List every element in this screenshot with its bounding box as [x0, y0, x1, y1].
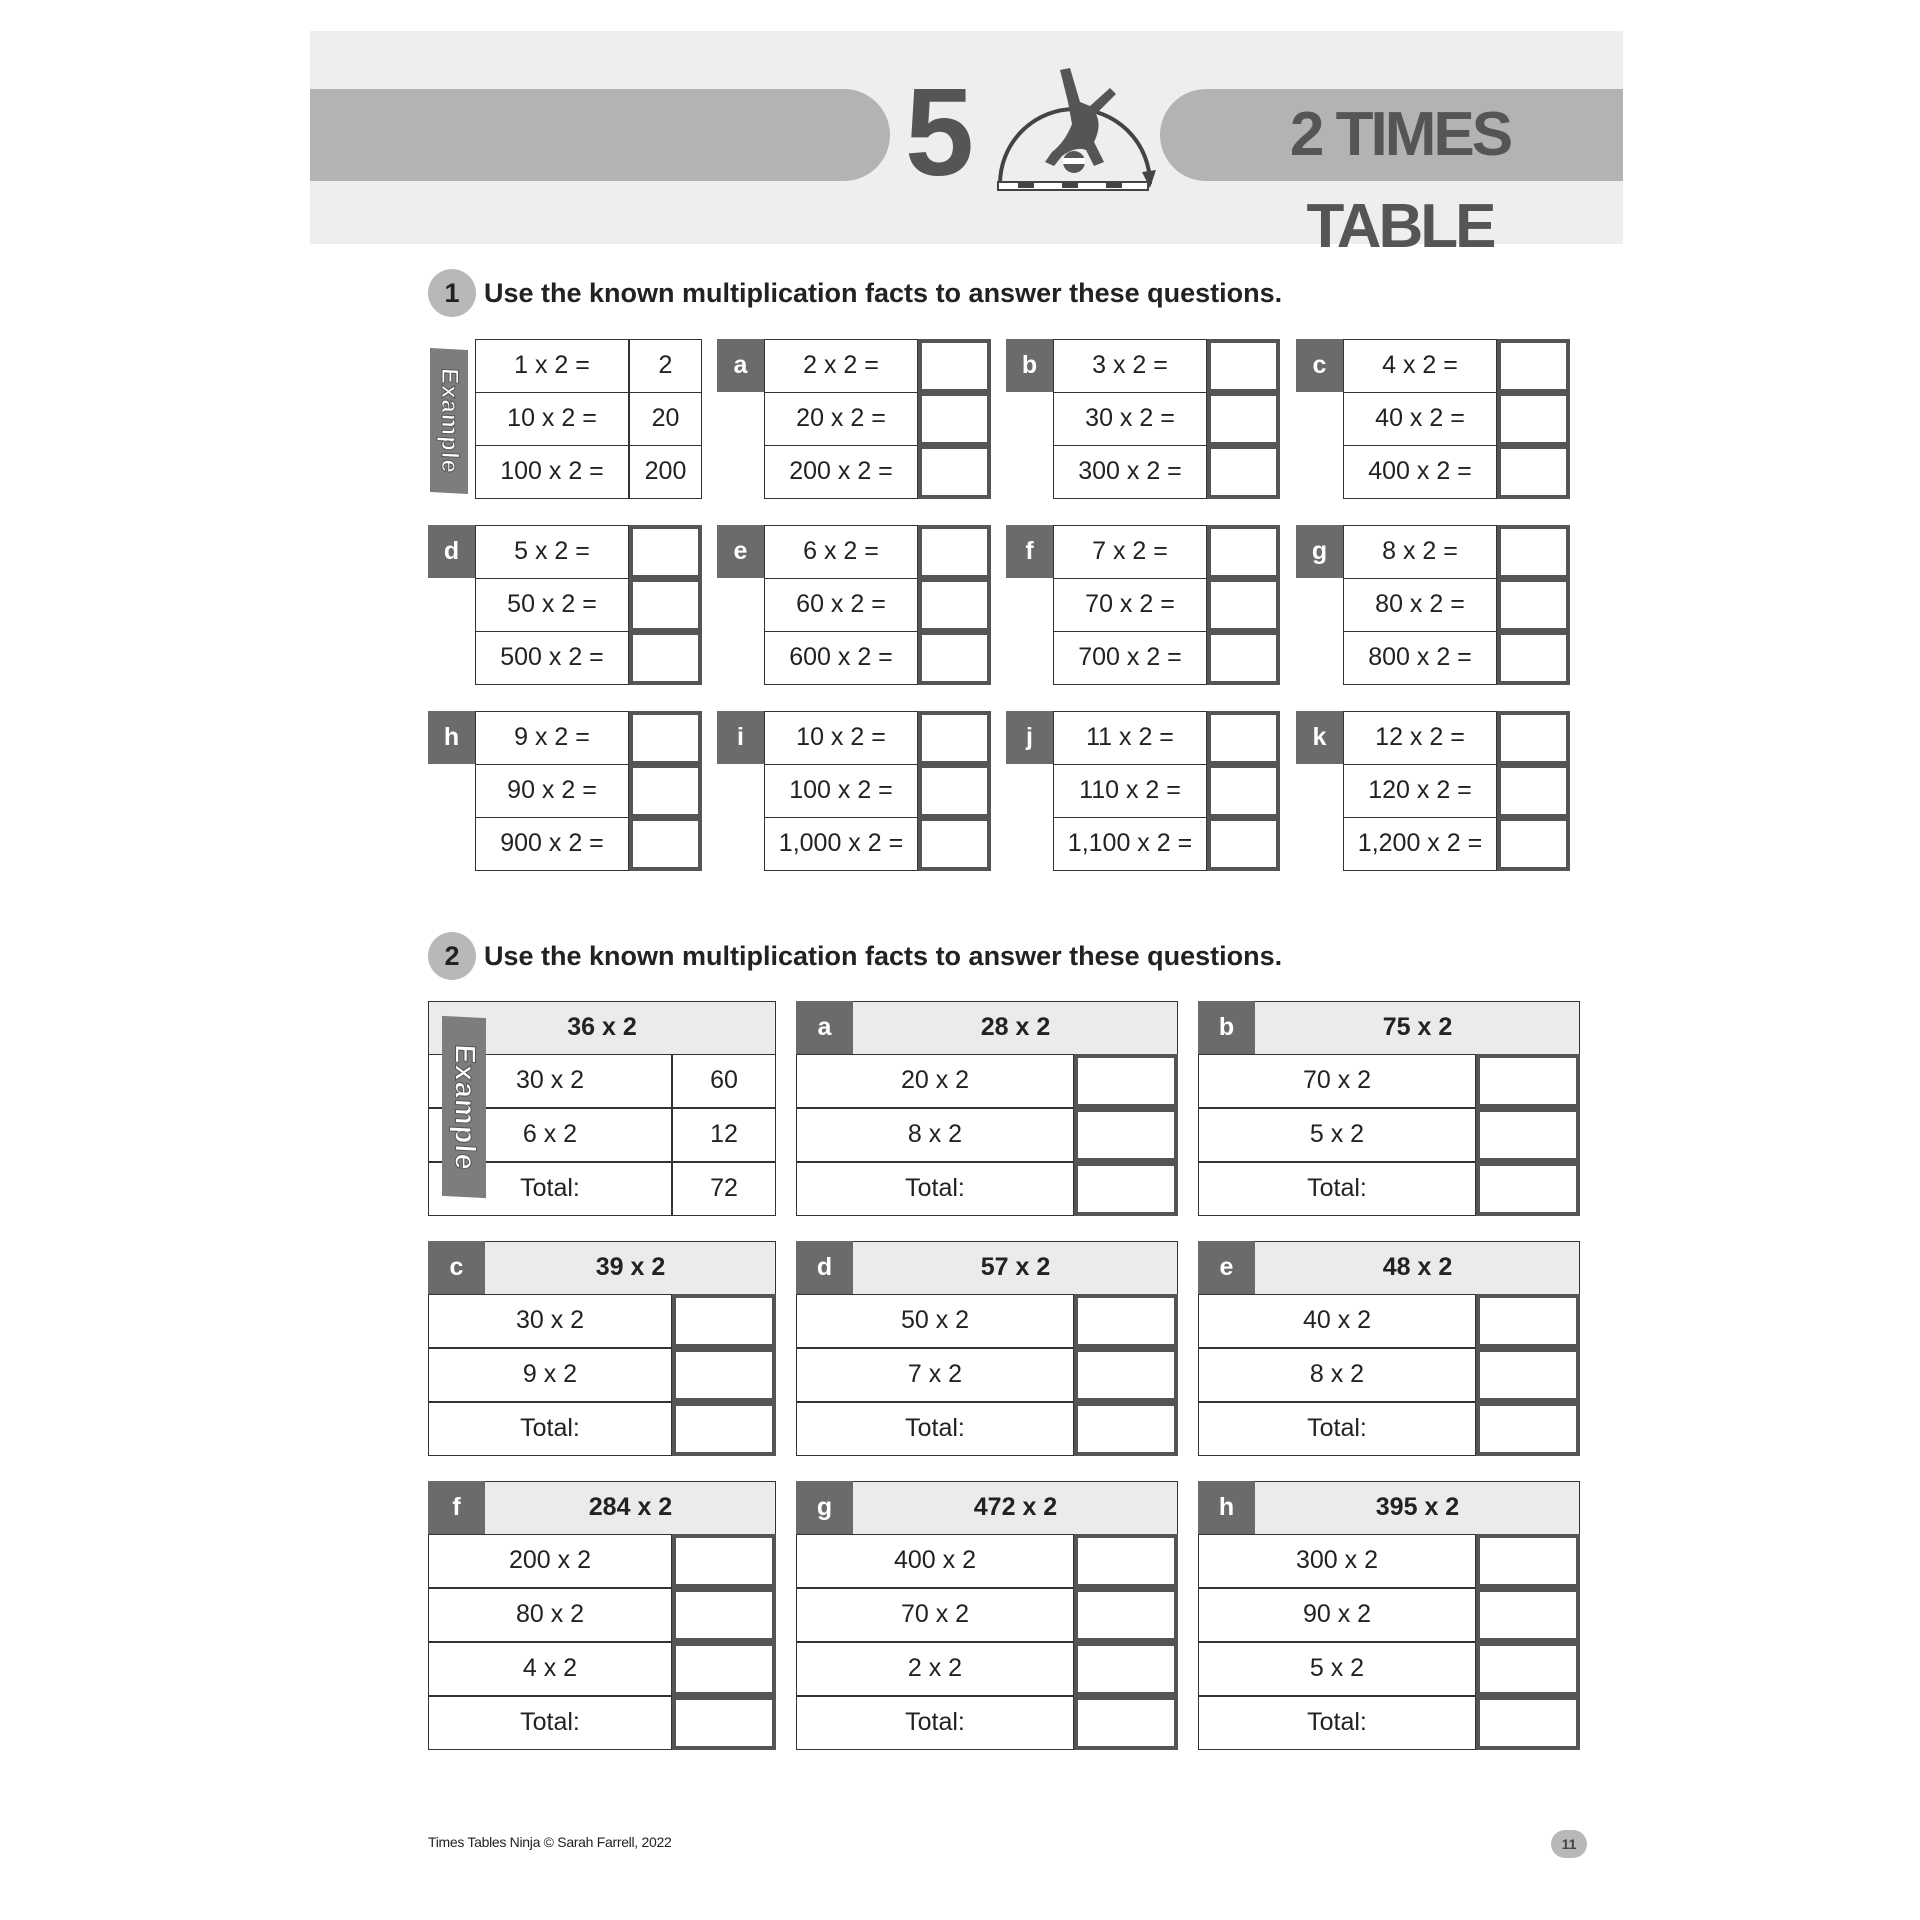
- section1-item-b: [1006, 339, 1286, 499]
- item-letter-tag: j: [1006, 711, 1053, 764]
- answer-box[interactable]: [1207, 445, 1280, 499]
- question-cell: 600 x 2 =: [764, 631, 918, 685]
- answer-box[interactable]: [629, 525, 702, 579]
- partial-product-cell: 6 x 2: [428, 1108, 672, 1162]
- question-cell: 10 x 2 =: [764, 711, 918, 765]
- question-cell: 8 x 2 =: [1343, 525, 1497, 579]
- item-letter-tag: c: [1296, 339, 1343, 392]
- answer-box[interactable]: [1497, 817, 1570, 871]
- question-cell: 90 x 2 =: [475, 764, 629, 818]
- problem-title: 284 x 2: [428, 1481, 776, 1535]
- answer-box[interactable]: [1074, 1402, 1178, 1456]
- problem-title: 472 x 2: [796, 1481, 1178, 1535]
- answer-box[interactable]: [1074, 1294, 1178, 1348]
- example-answer: 200: [629, 445, 702, 499]
- partial-product-cell: 9 x 2: [428, 1348, 672, 1402]
- partial-product-cell: 30 x 2: [428, 1294, 672, 1348]
- item-letter-tag: i: [717, 711, 764, 764]
- answer-box[interactable]: [1476, 1588, 1580, 1642]
- answer-box[interactable]: [918, 817, 991, 871]
- answer-box[interactable]: [1497, 392, 1570, 446]
- answer-box[interactable]: [672, 1348, 776, 1402]
- partial-product-cell: 5 x 2: [1198, 1108, 1476, 1162]
- question-2-heading: [428, 931, 1282, 981]
- problem-title: 395 x 2: [1198, 1481, 1580, 1535]
- item-letter-tag: h: [1198, 1481, 1255, 1535]
- question-cell: 2 x 2 =: [764, 339, 918, 393]
- item-letter-tag: f: [1006, 525, 1053, 578]
- problem-title: 39 x 2: [428, 1241, 776, 1295]
- answer-box[interactable]: [1476, 1294, 1580, 1348]
- item-letter-tag: d: [796, 1241, 853, 1295]
- item-letter-tag: e: [717, 525, 764, 578]
- answer-box[interactable]: [918, 525, 991, 579]
- item-letter-tag: h: [428, 711, 475, 764]
- item-letter-tag: a: [796, 1001, 853, 1055]
- answer-box[interactable]: [1074, 1054, 1178, 1108]
- question-cell: 110 x 2 =: [1053, 764, 1207, 818]
- answer-box[interactable]: [1497, 525, 1570, 579]
- answer-box[interactable]: [918, 578, 991, 632]
- section1-item-a: [717, 339, 997, 499]
- total-label: Total:: [796, 1402, 1074, 1456]
- partial-product-cell: 4 x 2: [428, 1642, 672, 1696]
- answer-box[interactable]: [1207, 339, 1280, 393]
- answer-box[interactable]: [1476, 1696, 1580, 1750]
- answer-box[interactable]: [1207, 817, 1280, 871]
- question-cell: 1,100 x 2 =: [1053, 817, 1207, 871]
- question-cell: 200 x 2 =: [764, 445, 918, 499]
- unit-number: 5: [905, 64, 970, 202]
- answer-box[interactable]: [672, 1294, 776, 1348]
- question-cell: 120 x 2 =: [1343, 764, 1497, 818]
- partial-product-cell: 70 x 2: [1198, 1054, 1476, 1108]
- ninja-cartwheel-icon: [990, 62, 1160, 197]
- section1-item-j: [1006, 711, 1286, 871]
- problem-title: 57 x 2: [796, 1241, 1178, 1295]
- question-cell: 11 x 2 =: [1053, 711, 1207, 765]
- item-letter-tag: b: [1006, 339, 1053, 392]
- example-answer: 72: [672, 1162, 776, 1216]
- item-letter-tag: d: [428, 525, 475, 578]
- partial-product-cell: 70 x 2: [796, 1588, 1074, 1642]
- answer-box[interactable]: [672, 1588, 776, 1642]
- item-letter-tag: e: [1198, 1241, 1255, 1295]
- item-letter-tag: b: [1198, 1001, 1255, 1055]
- total-label: Total:: [1198, 1696, 1476, 1750]
- section1-item-f: [1006, 525, 1286, 685]
- partial-product-cell: 2 x 2: [796, 1642, 1074, 1696]
- answer-box[interactable]: [918, 764, 991, 818]
- section2-item-b: [1198, 1001, 1580, 1216]
- partial-product-cell: 8 x 2: [796, 1108, 1074, 1162]
- question-cell: 80 x 2 =: [1343, 578, 1497, 632]
- question-cell: 1,200 x 2 =: [1343, 817, 1497, 871]
- example-label: Example: [430, 348, 468, 494]
- section1-item-h: [428, 711, 708, 871]
- item-letter-tag: c: [428, 1241, 485, 1295]
- answer-box[interactable]: [629, 578, 702, 632]
- question-cell: 30 x 2 =: [1053, 392, 1207, 446]
- question-instruction: Use the known multiplication facts to answer these questions.: [484, 277, 1283, 308]
- question-cell: 5 x 2 =: [475, 525, 629, 579]
- question-cell: 700 x 2 =: [1053, 631, 1207, 685]
- question-cell: 900 x 2 =: [475, 817, 629, 871]
- problem-title: 48 x 2: [1198, 1241, 1580, 1295]
- unit-title: 2 TIMES TABLE: [1289, 100, 1511, 261]
- question-cell: 800 x 2 =: [1343, 631, 1497, 685]
- question-cell: 100 x 2 =: [764, 764, 918, 818]
- partial-product-cell: 300 x 2: [1198, 1534, 1476, 1588]
- answer-box[interactable]: [1074, 1534, 1178, 1588]
- answer-box[interactable]: [1074, 1348, 1178, 1402]
- question-cell: 60 x 2 =: [764, 578, 918, 632]
- answer-box[interactable]: [1497, 445, 1570, 499]
- section2-item-e: [1198, 1241, 1580, 1456]
- answer-box[interactable]: [918, 339, 991, 393]
- answer-box[interactable]: [629, 631, 702, 685]
- item-letter-tag: f: [428, 1481, 485, 1535]
- answer-box[interactable]: [1074, 1108, 1178, 1162]
- question-cell: 9 x 2 =: [475, 711, 629, 765]
- answer-box[interactable]: [918, 392, 991, 446]
- question-cell: 1,000 x 2 =: [764, 817, 918, 871]
- answer-box[interactable]: [1476, 1054, 1580, 1108]
- answer-box[interactable]: [1476, 1534, 1580, 1588]
- answer-box[interactable]: [1074, 1162, 1178, 1216]
- question-cell: 500 x 2 =: [475, 631, 629, 685]
- answer-box[interactable]: [1476, 1348, 1580, 1402]
- answer-box[interactable]: [1207, 711, 1280, 765]
- example-answer: 20: [629, 392, 702, 446]
- question-cell: 6 x 2 =: [764, 525, 918, 579]
- answer-box[interactable]: [1207, 392, 1280, 446]
- section2-item-c: [428, 1241, 776, 1456]
- section2-item-a: [796, 1001, 1178, 1216]
- item-letter-tag: g: [796, 1481, 853, 1535]
- partial-product-cell: 400 x 2: [796, 1534, 1074, 1588]
- answer-box[interactable]: [1497, 711, 1570, 765]
- example-title: 36 x 2: [428, 1001, 776, 1055]
- section1-item-k: [1296, 711, 1576, 871]
- answer-box[interactable]: [629, 764, 702, 818]
- answer-box[interactable]: [629, 711, 702, 765]
- question-cell: 20 x 2 =: [764, 392, 918, 446]
- answer-box[interactable]: [1207, 764, 1280, 818]
- question-cell: 400 x 2 =: [1343, 445, 1497, 499]
- partial-product-cell: 30 x 2: [428, 1054, 672, 1108]
- answer-box[interactable]: [1476, 1402, 1580, 1456]
- answer-box[interactable]: [1074, 1696, 1178, 1750]
- example-answer: 12: [672, 1108, 776, 1162]
- section1-item-i: [717, 711, 997, 871]
- question-cell: 50 x 2 =: [475, 578, 629, 632]
- total-label: Total:: [796, 1696, 1074, 1750]
- question-cell: 4 x 2 =: [1343, 339, 1497, 393]
- partial-product-cell: 7 x 2: [796, 1348, 1074, 1402]
- section1-item-d: [428, 525, 708, 685]
- section1-example-block: [428, 339, 708, 499]
- answer-box[interactable]: [1207, 578, 1280, 632]
- answer-box[interactable]: [672, 1534, 776, 1588]
- question-cell: 12 x 2 =: [1343, 711, 1497, 765]
- question-number-badge: 2: [428, 932, 476, 980]
- example-question: 1 x 2 =: [475, 339, 629, 393]
- partial-product-cell: 40 x 2: [1198, 1294, 1476, 1348]
- total-label: Total:: [428, 1402, 672, 1456]
- total-label: Total:: [428, 1696, 672, 1750]
- answer-box[interactable]: [1497, 578, 1570, 632]
- answer-box[interactable]: [1497, 764, 1570, 818]
- section2-item-f: [428, 1481, 776, 1750]
- answer-box[interactable]: [1497, 631, 1570, 685]
- total-label: Total:: [1198, 1402, 1476, 1456]
- page-number: 11: [1551, 1830, 1587, 1858]
- item-letter-tag: a: [717, 339, 764, 392]
- question-cell: 40 x 2 =: [1343, 392, 1497, 446]
- partial-product-cell: 200 x 2: [428, 1534, 672, 1588]
- example-question: 10 x 2 =: [475, 392, 629, 446]
- section1-item-c: [1296, 339, 1576, 499]
- answer-box[interactable]: [1074, 1588, 1178, 1642]
- partial-product-cell: 50 x 2: [796, 1294, 1074, 1348]
- answer-box[interactable]: [918, 711, 991, 765]
- section1-item-e: [717, 525, 997, 685]
- example-answer: 60: [672, 1054, 776, 1108]
- item-letter-tag: k: [1296, 711, 1343, 764]
- section2-item-h: [1198, 1481, 1580, 1750]
- answer-box[interactable]: [1476, 1162, 1580, 1216]
- total-label: Total:: [796, 1162, 1074, 1216]
- section1-item-g: [1296, 525, 1576, 685]
- answer-box[interactable]: [1497, 339, 1570, 393]
- question-cell: 7 x 2 =: [1053, 525, 1207, 579]
- answer-box[interactable]: [918, 445, 991, 499]
- answer-box[interactable]: [1207, 631, 1280, 685]
- answer-box[interactable]: [1074, 1642, 1178, 1696]
- answer-box[interactable]: [672, 1402, 776, 1456]
- item-letter-tag: g: [1296, 525, 1343, 578]
- example-label: Example: [442, 1016, 486, 1198]
- question-cell: 300 x 2 =: [1053, 445, 1207, 499]
- problem-title: 28 x 2: [796, 1001, 1178, 1055]
- example-question: 100 x 2 =: [475, 445, 629, 499]
- answer-box[interactable]: [1476, 1108, 1580, 1162]
- section2-item-g: [796, 1481, 1178, 1750]
- answer-box[interactable]: [629, 817, 702, 871]
- section2-example-block: [428, 1001, 776, 1216]
- footer-credit: Times Tables Ninja © Sarah Farrell, 2022: [428, 1834, 672, 1850]
- example-answer: 2: [629, 339, 702, 393]
- answer-box[interactable]: [1207, 525, 1280, 579]
- partial-product-cell: 80 x 2: [428, 1588, 672, 1642]
- header-band-left: [310, 89, 890, 181]
- total-label: Total:: [428, 1162, 672, 1216]
- partial-product-cell: 90 x 2: [1198, 1588, 1476, 1642]
- question-number-badge: 1: [428, 269, 476, 317]
- total-label: Total:: [1198, 1162, 1476, 1216]
- partial-product-cell: 8 x 2: [1198, 1348, 1476, 1402]
- answer-box[interactable]: [1476, 1642, 1580, 1696]
- problem-title: 75 x 2: [1198, 1001, 1580, 1055]
- question-cell: 70 x 2 =: [1053, 578, 1207, 632]
- partial-product-cell: 5 x 2: [1198, 1642, 1476, 1696]
- question-cell: 3 x 2 =: [1053, 339, 1207, 393]
- section2-item-d: [796, 1241, 1178, 1456]
- question-1-heading: [428, 268, 1282, 318]
- question-instruction: Use the known multiplication facts to answer these questions.: [484, 940, 1283, 971]
- answer-box[interactable]: [672, 1642, 776, 1696]
- answer-box[interactable]: [672, 1696, 776, 1750]
- partial-product-cell: 20 x 2: [796, 1054, 1074, 1108]
- answer-box[interactable]: [918, 631, 991, 685]
